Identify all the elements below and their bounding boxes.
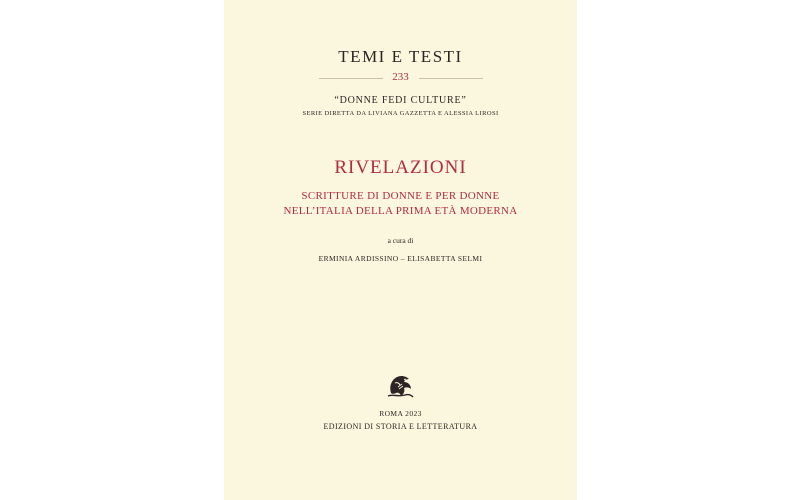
editors-names: ERMINIA ARDISSINO – ELISABETTA SELMI	[318, 254, 483, 263]
curated-by-label: a cura di	[387, 236, 414, 245]
collection-name: “DONNE FEDI CULTURE”	[334, 95, 467, 106]
series-title: TEMI E TESTI	[338, 47, 463, 66]
book-cover	[224, 0, 577, 500]
publisher-emblem-icon	[385, 371, 415, 399]
series-directors: SERIE DIRETTA DA LIVIANA GAZZETTA E ALESSIA LIROSI	[302, 110, 499, 117]
book-title: RIVELAZIONI	[334, 157, 467, 178]
book-subtitle-line-2: NELL’ITALIA DELLA PRIMA ETÀ MODERNA	[283, 205, 518, 217]
place-and-year: ROMA 2023	[379, 409, 422, 418]
publisher-name: EDIZIONI DI STORIA E LETTERATURA	[323, 422, 478, 431]
series-number: 233	[392, 71, 409, 83]
book-subtitle-line-1: SCRITTURE DI DONNE E PER DONNE	[301, 190, 500, 202]
